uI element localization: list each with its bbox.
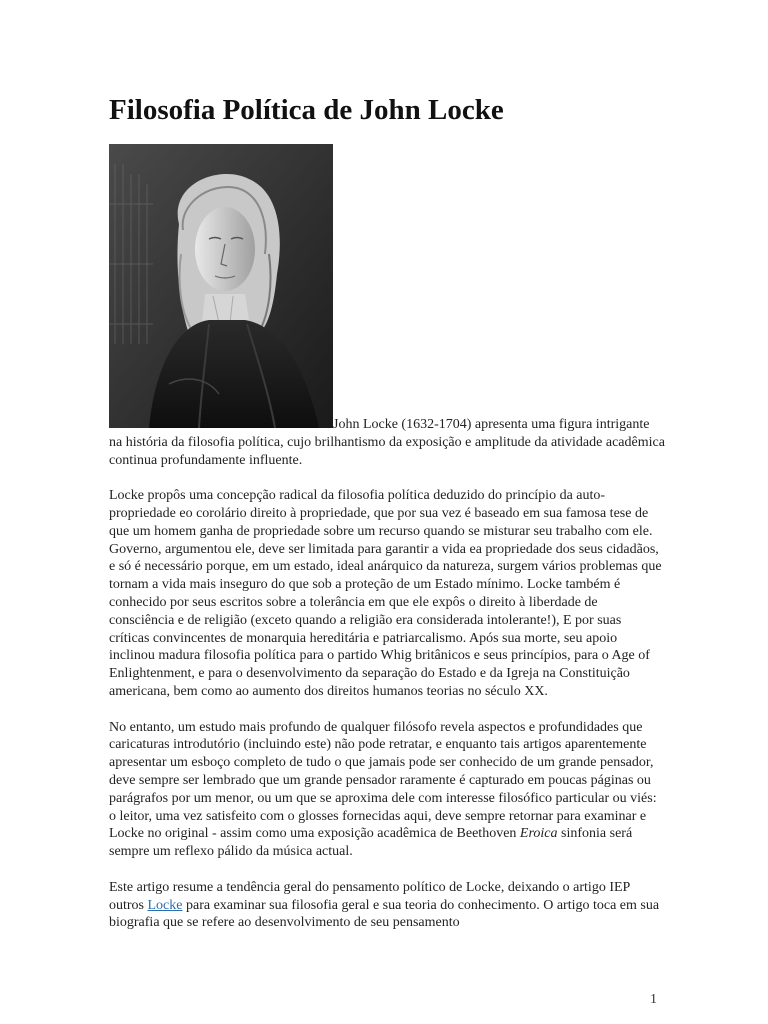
portrait-image [109, 144, 333, 428]
paragraph-study-text-a: No entanto, um estudo mais profundo de qualquer filósofo revela aspectos e profundidades que caricaturas introdutório (incluindo este) não pode retratar, e enquanto tais artigos aparentemente apresentar um esboço completo de tudo o que jamais pode ser conhecido de um grande pensador, deve sempre ser lembrado que um grande pensador raramente é capturado em poucas páginas ou parágrafos por um menor, ou um que se aproxima dele com interesse filosófico particular ou viés: o leitor, uma vez satisfeito com o glosses fornecidas aqui, deve sempre retornar para examinar e Locke no original - assim como uma exposição acadêmica de Beethoven [109, 719, 657, 842]
paragraph-study [109, 719, 665, 861]
paragraph-summary [109, 879, 665, 932]
locke-article-link[interactable]: Locke [147, 897, 183, 913]
paragraph-study-italic: Eroica [519, 826, 558, 842]
paragraph-intro: John Locke (1632-1704) apresenta uma figura intrigante na história da filosofia política, cujo brilhantismo da exposição e amplitude da atividade acadêmica continua profundamente influente. [109, 417, 665, 468]
paragraph-study-text-b: sinfonia será sempre um reflexo pálido da música actual. [109, 826, 633, 860]
article-body [109, 416, 665, 950]
portrait-engraving-icon [109, 144, 333, 428]
paragraph-property: Locke propôs uma concepção radical da filosofia política deduzido do princípio da auto-propriedade eo corolário direito à propriedade, que por sua vez é baseado em sua famosa tese de que um homem ganha de propriedade sobre um recurso quando se misturar seu trabalho com ele. Governo, argumentou ele, deve ser limitada para garantir a vida ea propriedade dos seus cidadãos, e só é necessário porque, em um estado, ideal anárquico da natureza, surgem vários problemas que tornam a vida mais inseguro do que sob a proteção de um Estado mínimo. Locke também é conhecido por seus escritos sobre a tolerância em que ele expôs o direito à liberdade de consciência e de religião (exceto quando a religião era considerada intolerante!), E por suas críticas convincentes de monarquia hereditária e patriarcalismo. Após sua morte, seu apoio inclinou madura filosofia política para o partido Whig britânicos e seus princípios, para o Age of Enlightenment, e para o desenvolvimento da separação do Estado e da Igreja na Constituição americana, bem como ao aumento dos direitos humanos teorias no século XX. [109, 488, 662, 699]
page-title: Filosofia Política de John Locke [109, 94, 504, 126]
page-number: 1 [650, 992, 657, 1007]
paragraph-summary-text-a: Este artigo resume a tendência geral do pensamento político de Locke, deixando o artigo IEP outros [109, 879, 630, 913]
paragraph-summary-text-b: para examinar sua filosofia geral e sua teoria do conhecimento. O artigo toca em sua biografia que se refere ao desenvolvimento de seu pensamento [109, 897, 660, 931]
